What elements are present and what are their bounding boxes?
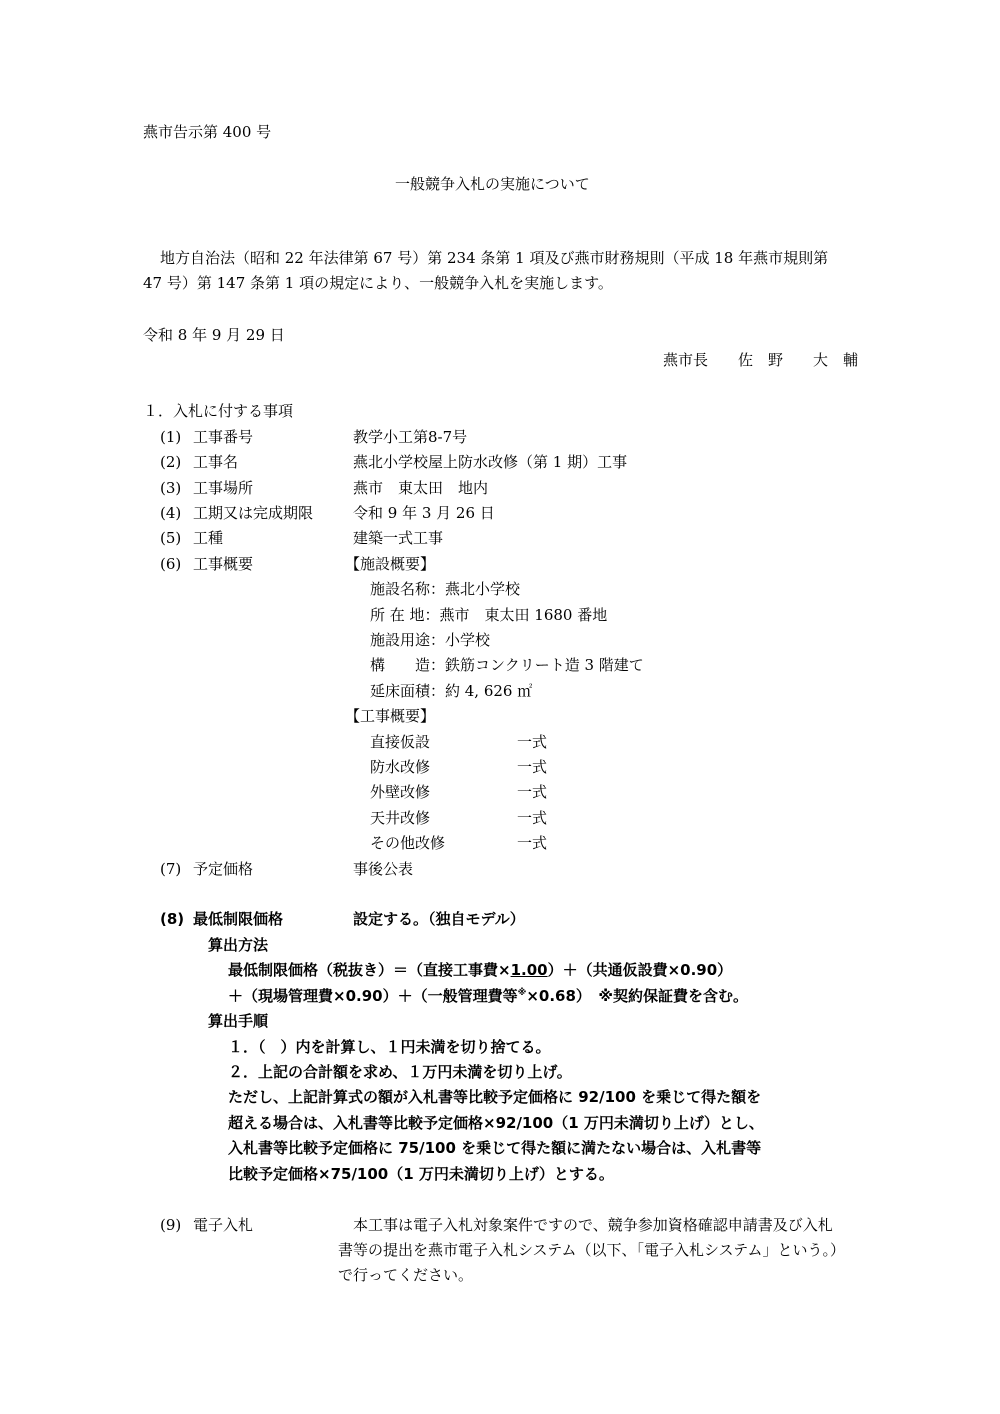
work-outline-heading: 【工事概要】 xyxy=(345,707,436,725)
work-item-qty: 一式 xyxy=(517,834,548,852)
item-number: (1) xyxy=(160,428,182,446)
item-value-work-type: 建築一式工事 xyxy=(353,529,444,547)
work-item-name: 直接仮設 xyxy=(370,733,431,751)
facility-location: 所 在 地：燕市 東太田 1680 番地 xyxy=(370,606,608,624)
item-number: (8) xyxy=(160,910,185,928)
facility-outline-heading: 【施設概要】 xyxy=(345,555,436,573)
procedure-note-line-3: 入札書等比較予定価格に 75/100 を乗じて得た額に満たない場合は、入札書等 xyxy=(228,1139,762,1157)
preamble-line-2: 47 号）第 147 条第 1 項の規定により、一般競争入札を実施します。 xyxy=(143,274,613,292)
preamble-line-1: 地方自治法（昭和 22 年法律第 67 号）第 234 条第 1 項及び燕市財務規則（平成 18 年燕市規則第 xyxy=(160,249,829,267)
direct-cost-factor: 1.00 xyxy=(510,961,548,979)
item-label-work-number: 工事番号 xyxy=(193,428,254,446)
formula-line-1-c: ）＋（共通仮設費×0.90） xyxy=(547,961,733,979)
formula-line-2-b: ×0.68） ※契約保証費を含む。 xyxy=(526,987,749,1005)
work-item-qty: 一式 xyxy=(517,783,548,801)
item-value-work-location: 燕市 東太田 地内 xyxy=(353,479,489,497)
work-item-qty: 一式 xyxy=(517,758,548,776)
work-item-qty: 一式 xyxy=(517,809,548,827)
item-number: (7) xyxy=(160,860,182,878)
procedure-step-2: ２．上記の合計額を求め、１万円未満を切り上げ。 xyxy=(228,1063,572,1081)
signatory: 燕市長 佐 野 大 輔 xyxy=(662,351,858,369)
item-number: (3) xyxy=(160,479,182,497)
item-label-work-period: 工期又は完成期限 xyxy=(193,504,314,522)
formula-line-1 xyxy=(228,958,732,983)
page-title: 一般競争入札の実施について xyxy=(395,175,590,193)
formula-line-2 xyxy=(228,984,748,1009)
item-number: (5) xyxy=(160,529,182,547)
work-item-name: 外壁改修 xyxy=(370,783,431,801)
item-label-minimum-price: 最低制限価格 xyxy=(193,910,284,928)
item-label-electronic-bidding: 電子入札 xyxy=(193,1216,254,1234)
work-item-name: 防水改修 xyxy=(370,758,431,776)
formula-line-2-a: ＋（現場管理費×0.90）＋（一般管理費等 xyxy=(228,987,518,1005)
item-label-work-type: 工種 xyxy=(193,529,224,547)
calculation-procedure-heading: 算出手順 xyxy=(208,1012,269,1030)
procedure-step-1: １．（ ）内を計算し、１円未満を切り捨てる。 xyxy=(228,1038,551,1056)
facility-structure: 構 造：鉄筋コンクリート造 3 階建て xyxy=(370,656,644,674)
work-item-qty: 一式 xyxy=(517,733,548,751)
item-value-minimum-price: 設定する。（独自モデル） xyxy=(353,910,525,928)
procedure-note-line-1: ただし、上記計算式の額が入札書等比較予定価格に 92/100 を乗じて得た額を xyxy=(228,1088,762,1106)
notice-date: 令和 8 年 9 月 29 日 xyxy=(143,326,285,344)
item-value-work-period: 令和 9 年 3 月 26 日 xyxy=(353,504,495,522)
item-number: (6) xyxy=(160,555,182,573)
work-item-name: 天井改修 xyxy=(370,809,431,827)
item-label-work-location: 工事場所 xyxy=(193,479,254,497)
procedure-note-line-2: 超える場合は、入札書等比較予定価格×92/100（1 万円未満切り上げ）とし、 xyxy=(228,1114,764,1132)
item-number: (9) xyxy=(160,1216,182,1234)
item-label-work-outline: 工事概要 xyxy=(193,555,254,573)
facility-floor-area: 延床面積：約 4, 626 ㎡ xyxy=(370,682,533,700)
facility-use: 施設用途：小学校 xyxy=(370,631,491,649)
item-value-work-name: 燕北小学校屋上防水改修（第 1 期）工事 xyxy=(353,453,628,471)
formula-line-1-a: 最低制限価格（税抜き）＝（直接工事費× xyxy=(228,961,511,979)
electronic-bidding-line-2: 書等の提出を燕市電子入札システム（以下、「電子入札システム」という。） xyxy=(338,1241,846,1259)
item-label-planned-price: 予定価格 xyxy=(193,860,254,878)
electronic-bidding-line-1: 本工事は電子入札対象案件ですので、競争参加資格確認申請書及び入札 xyxy=(353,1216,833,1234)
notice-number: 燕市告示第 400 号 xyxy=(143,123,272,141)
electronic-bidding-line-3: で行ってください。 xyxy=(338,1266,474,1284)
note-mark: ※ xyxy=(517,988,527,998)
item-value-planned-price: 事後公表 xyxy=(353,860,414,878)
item-label-work-name: 工事名 xyxy=(193,453,239,471)
section-heading: １．入札に付する事項 xyxy=(143,402,294,420)
item-number: (4) xyxy=(160,504,182,522)
work-item-name: その他改修 xyxy=(370,834,446,852)
calculation-method-heading: 算出方法 xyxy=(208,936,269,954)
facility-name: 施設名称：燕北小学校 xyxy=(370,580,521,598)
item-number: (2) xyxy=(160,453,182,471)
item-value-work-number: 教学小工第8-7号 xyxy=(353,428,468,446)
procedure-note-line-4: 比較予定価格×75/100（1 万円未満切り上げ）とする。 xyxy=(228,1165,614,1183)
